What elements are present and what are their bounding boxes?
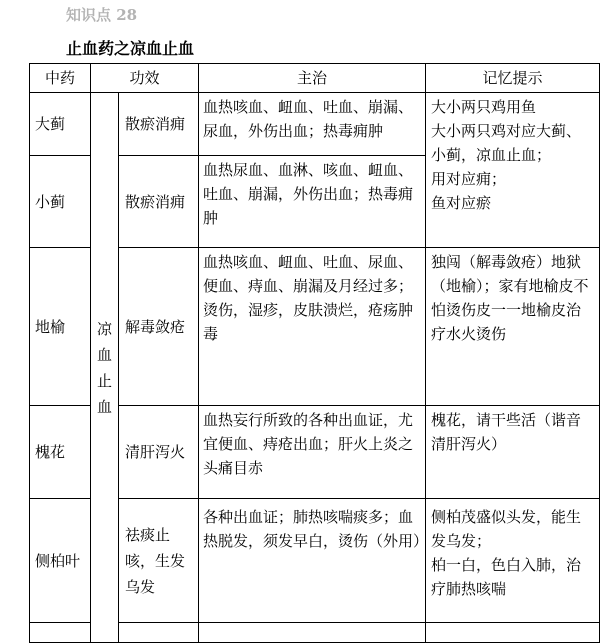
herb-name: 大蓟 bbox=[30, 93, 91, 156]
column-header-effect: 功效 bbox=[91, 64, 199, 93]
herb-memory: 槐花，请干些活（谐音清肝泻火） bbox=[426, 406, 600, 499]
herb-memory: 独闯（解毒敛疮）地狱（地榆）；家有地榆皮不怕烫伤皮一一地榆皮治疗水火烫伤 bbox=[426, 248, 600, 406]
herb-name: 侧柏叶 bbox=[30, 499, 91, 623]
column-header-memory: 记忆提示 bbox=[426, 64, 600, 93]
herb-indication: 血热妄行所致的各种出血证，尤宜便血、痔疮出血；肝火上炎之头痛目赤 bbox=[199, 406, 426, 499]
table-header-row bbox=[30, 64, 600, 93]
memory-line: 鱼对应瘀 bbox=[431, 194, 492, 212]
column-header-herb: 中药 bbox=[30, 64, 91, 93]
column-header-indication: 主治 bbox=[199, 64, 426, 93]
herb-effect: 散瘀消痈 bbox=[119, 156, 199, 248]
herb-name: 小蓟 bbox=[30, 156, 91, 248]
herb-indication: 血热尿血、血淋、咳血、衄血、吐血、崩漏，外伤出血；热毒痈肿 bbox=[199, 156, 426, 248]
section-title: 止血药之凉血止血 bbox=[66, 39, 195, 58]
memory-line: 用对应痈； bbox=[431, 170, 507, 188]
memory-line: 大小两只鸡对应大蓟、小蓟，凉血止血； bbox=[431, 122, 582, 164]
herb-name: 槐花 bbox=[30, 406, 91, 499]
herb-effect: 解毒敛疮 bbox=[119, 248, 199, 406]
knowledge-point-label: 知识点 28 bbox=[66, 6, 138, 24]
category-text: 凉血止血 bbox=[96, 319, 112, 416]
memory-line: 柏一白，色白入肺，治疗肺热咳喘 bbox=[431, 556, 582, 598]
herb-effect: 祛痰止咳，生发乌发 bbox=[119, 499, 199, 623]
memory-line: 大小两只鸡用鱼 bbox=[431, 98, 537, 116]
herb-table bbox=[29, 63, 600, 643]
herb-indication: 血热咳血、衄血、吐血、尿血、便血、痔血、崩漏及月经过多；烫伤，湿疹，皮肤溃烂，疮疡肿毒 bbox=[199, 248, 426, 406]
herb-memory bbox=[426, 93, 600, 248]
herb-effect: 散瘀消痈 bbox=[119, 93, 199, 156]
category-cell bbox=[91, 93, 119, 643]
memory-line: 侧柏茂盛似头发，能生发乌发； bbox=[431, 508, 582, 550]
herb-indication: 血热咳血、衄血、吐血、崩漏、尿血，外伤出血；热毒痈肿 bbox=[199, 93, 426, 156]
herb-indication: 各种出血证；肺热咳喘痰多；血热脱发，须发早白，烫伤（外用） bbox=[199, 499, 426, 623]
herb-memory bbox=[426, 499, 600, 623]
table-row bbox=[30, 93, 600, 156]
herb-name: 地榆 bbox=[30, 248, 91, 406]
herb-effect: 清肝泻火 bbox=[119, 406, 199, 499]
